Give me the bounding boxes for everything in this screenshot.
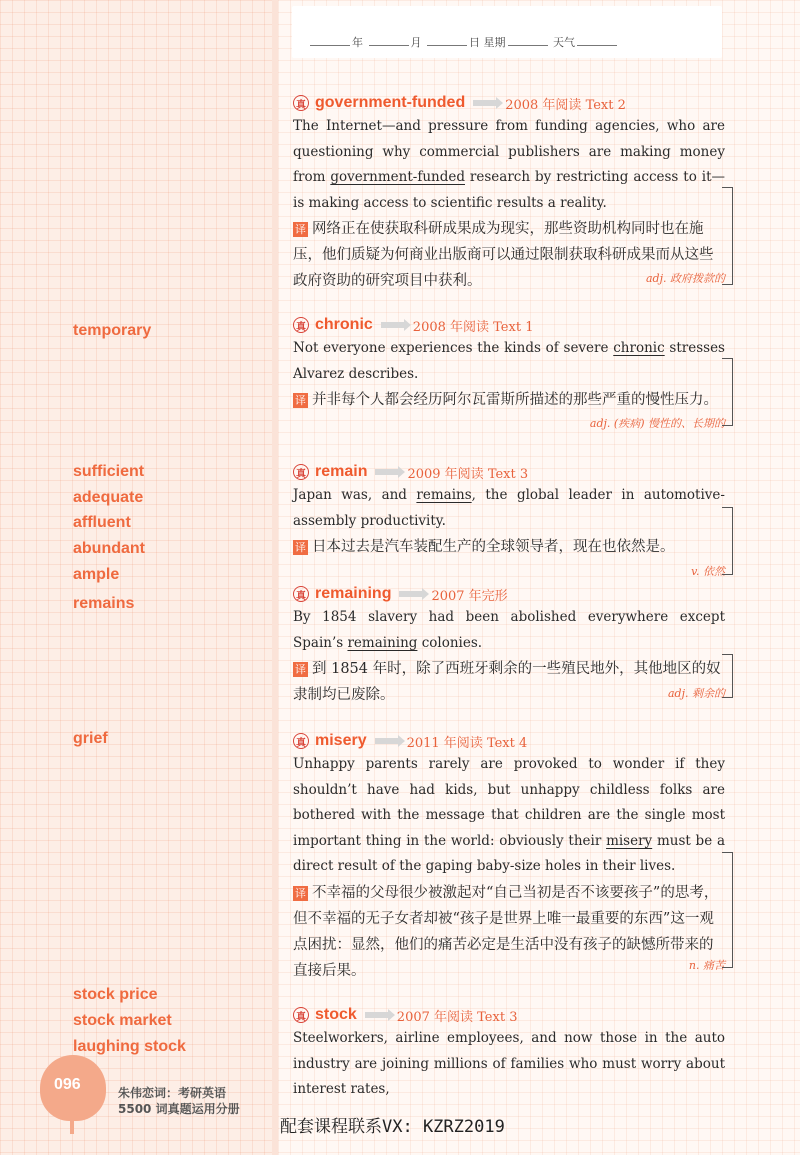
synonym-grief: grief — [73, 730, 108, 747]
year-label: 年 — [352, 36, 363, 49]
synonym-ample: ample — [73, 566, 120, 583]
weather-label: 天气 — [553, 36, 575, 49]
entry-misery — [293, 730, 725, 984]
entry-stock — [293, 1004, 725, 1103]
entry-chronic — [293, 314, 725, 430]
headword: government-funded — [315, 94, 466, 111]
synonym-sidebar — [0, 0, 272, 1155]
zhen-badge-icon: 真 — [293, 317, 309, 333]
english-example: Not everyone experiences the kinds of severe chronic stresses Alvarez describes. — [293, 340, 725, 382]
synonym-laughing-stock: laughing stock — [73, 1038, 186, 1055]
yi-badge-icon: 译 — [295, 663, 306, 676]
english-example: Unhappy parents rarely are provoked to wonder if they shouldn’t have had kids, but unhappy childless folks are bothered with the message that children are the single most important thing in the world: obviously their misery must be a direct result of the gaping baby-size holes in their lives. — [293, 756, 725, 874]
bracket-line — [722, 187, 733, 285]
yi-badge-icon: 译 — [295, 886, 306, 900]
entry-head — [293, 583, 725, 605]
arrow-icon — [365, 1012, 389, 1018]
headword: misery — [315, 732, 367, 749]
english-example: Japan was, and remains, the global leader in automotive-assembly productivity. — [293, 487, 725, 529]
arrow-icon — [399, 591, 423, 597]
synonym-temporary: temporary — [73, 322, 152, 339]
day-label: 日 — [469, 36, 480, 49]
chinese-translation: 译 不幸福的父母很少被激起对“自己当初是否不该要孩子”的思考，但不幸福的无子女者却被“孩子是世界上唯一最重要的东西”这一观点困扰：显然，他们的痛苦必定是生活中没有孩子的缺憾所带来的直接后果。 — [293, 884, 719, 979]
arrow-icon — [381, 322, 405, 328]
english-example: By 1854 slavery had been abolished everywhere except Spain’s remaining colonies. — [293, 609, 725, 651]
entry-remain — [293, 461, 725, 578]
part-of-speech: adj. 剩余的 — [667, 687, 725, 700]
arrow-icon — [375, 738, 399, 744]
bracket-line — [722, 852, 733, 968]
entry-head — [293, 314, 725, 336]
source-label: 2008 年阅读 Text 2 — [505, 97, 626, 113]
headword: stock — [315, 1006, 357, 1023]
date-header — [308, 34, 619, 50]
english-example: The Internet—and pressure from funding agencies, who are questioning why commercial publishers are making money from government-funded research by restricting access to it—is making access to scientific results a reality. — [293, 118, 726, 211]
chinese-translation: 译 并非每个人都会经历阿尔瓦雷斯所描述的那些严重的慢性压力。 — [295, 392, 718, 408]
chinese-translation: 译 日本过去是汽车装配生产的全球领导者，现在也依然是。 — [295, 539, 675, 555]
headword: remain — [315, 463, 368, 480]
entry-head — [293, 1004, 725, 1026]
synonym-remains: remains — [73, 595, 135, 612]
arrow-icon — [375, 469, 399, 475]
part-of-speech: n. 痛苦 — [688, 959, 725, 972]
bracket-line — [722, 358, 733, 426]
entry-head — [293, 92, 725, 114]
entry-government-funded — [293, 92, 725, 294]
entry-head — [293, 461, 725, 483]
arrow-icon — [473, 100, 497, 106]
synonym-affluent: affluent — [73, 514, 131, 531]
entry-head — [293, 730, 725, 752]
weekday-label: 星期 — [483, 36, 506, 49]
page-number: 096 — [54, 1076, 81, 1093]
date-header-box — [292, 6, 722, 58]
book-title: 朱伟恋词：考研英语 5500 词真题运用分册 — [118, 1086, 240, 1116]
headword: remaining — [315, 585, 392, 602]
zhen-badge-icon: 真 — [293, 95, 309, 111]
synonym-adequate: adequate — [73, 489, 144, 506]
source-label: 2008 年阅读 Text 1 — [412, 319, 534, 335]
part-of-speech: adj. (疾病) 慢性的、长期的 — [589, 417, 725, 430]
source-label: 2009 年阅读 Text 3 — [407, 466, 529, 482]
zhen-badge-icon: 真 — [293, 586, 309, 602]
headword: chronic — [315, 316, 373, 333]
flower-stem — [70, 1110, 74, 1134]
footer-contact: 配套课程联系VX: KZRZ2019 — [280, 1117, 505, 1137]
source-label: 2007 年阅读 Text 3 — [396, 1009, 518, 1025]
yi-badge-icon: 译 — [295, 223, 306, 236]
entry-remaining — [293, 583, 725, 708]
bracket-line — [722, 507, 733, 575]
zhen-badge-icon: 真 — [293, 464, 309, 480]
zhen-badge-icon: 真 — [293, 1007, 309, 1023]
synonym-stock-price: stock price — [73, 986, 158, 1003]
synonym-stock-market: stock market — [73, 1012, 172, 1029]
synonym-abundant: abundant — [73, 540, 145, 557]
chinese-translation: 译 网络正在使获取科研成果成为现实，那些资助机构同时也在施压，他们质疑为何商业出版商可以通过限制获取科研成果而从这些政府资助的研究项目中获利。 — [293, 221, 714, 289]
source-label: 2007 年完形 — [431, 588, 508, 604]
zhen-badge-icon: 真 — [293, 733, 309, 749]
synonym-sufficient: sufficient — [73, 463, 145, 480]
yi-badge-icon: 译 — [295, 394, 306, 407]
part-of-speech: v. 依然 — [691, 565, 725, 578]
source-label: 2011 年阅读 Text 4 — [406, 735, 528, 751]
part-of-speech: adj. 政府拨款的 — [645, 272, 725, 285]
bracket-line — [722, 654, 733, 698]
english-example: Steelworkers, airline employees, and now those in the auto industry are joining millions of families who must worry about interest rates, — [293, 1030, 725, 1097]
chinese-translation: 译 到 1854 年时，除了西班牙剩余的一些殖民地外，其他地区的奴隶制均已废除。 — [293, 661, 721, 703]
yi-badge-icon: 译 — [295, 541, 306, 554]
month-label: 月 — [410, 36, 422, 49]
